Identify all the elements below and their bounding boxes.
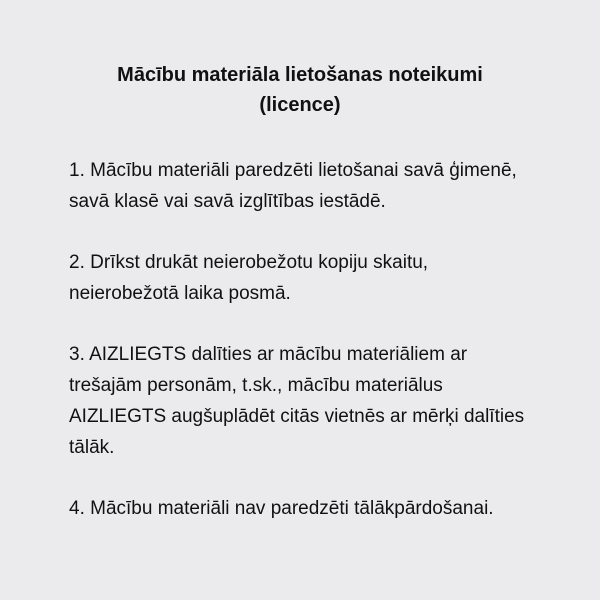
rule-line: neierobežotā laika posmā. — [69, 283, 291, 304]
rule-item-2 — [69, 247, 569, 309]
rule-item-4 — [69, 493, 569, 524]
rule-item-3 — [69, 339, 569, 463]
rule-line: 1. Mācību materiāli paredzēti lietošanai savā ģimenē, — [69, 160, 517, 181]
rule-line: AIZLIEGTS augšuplādēt citās vietnēs ar mērķi dalīties — [69, 406, 525, 427]
page-title — [0, 60, 600, 120]
rule-line: tālāk. — [69, 437, 115, 458]
rule-line: trešajām personām, t.sk., mācību materiālus — [69, 375, 443, 396]
rule-line: 4. Mācību materiāli nav paredzēti tālākpārdošanai. — [69, 498, 494, 519]
rule-line: 2. Drīkst drukāt neierobežotu kopiju skaitu, — [69, 252, 429, 273]
rule-line: savā klasē vai savā izglītības iestādē. — [69, 191, 386, 212]
title-line-1: Mācību materiāla lietošanas noteikumi — [117, 64, 483, 86]
title-line-2: (licence) — [259, 94, 341, 116]
rule-line: 3. AIZLIEGTS dalīties ar mācību materiāliem ar — [69, 344, 468, 365]
rules-list — [69, 155, 569, 554]
rule-item-1 — [69, 155, 569, 217]
